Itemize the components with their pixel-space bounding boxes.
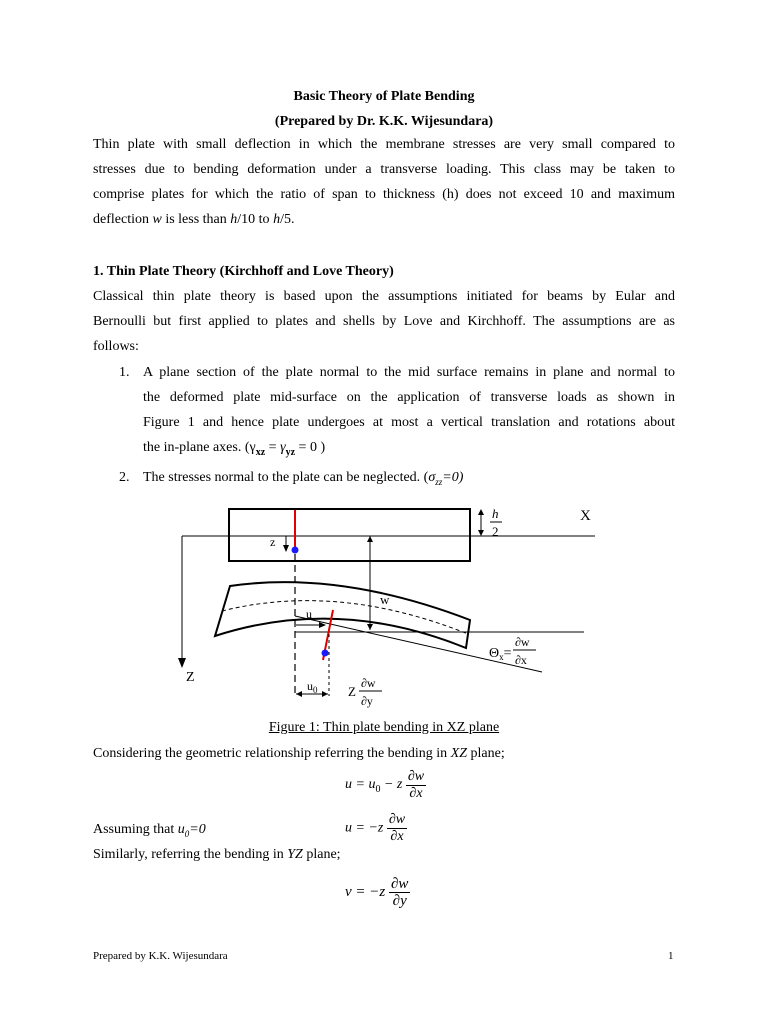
footer-author: Prepared by K.K. Wijesundara: [93, 950, 228, 962]
u-label: u: [306, 607, 312, 621]
z-axis-label: Z: [186, 670, 195, 685]
document-page: Basic Theory of Plate Bending (Prepared by Dr. K.K. Wijesundara) Thin plate with small deflection in which the membrane stresses are very small compared to stresses due to bending deformation under a transverse loading. This class may be taken to comprise plates for which the ratio of span to thickness (h) does not exceed 10 and maximum deflection w is less than h/10 to h/5. 1. Thin Plate Theory (Kirchhoff and Love Theory) Classical thin plate theory is based upon the assumptions initiated for beams by Eular and Bernoulli but first applied to plates and shells by Love and Kirchhoff. The assumptions are as follows: 1. A plane section of the plate normal to the mid surface remains in plane and normal to the deformed plate mid-surface on the application of transverse loads as shown in Figure 1 and hence plate undergoes at most a vertical translation and rotations about the in-plane axes. ($\gamma_{xz} = \gamma_{yz} = 0$ ) 2. The stresses normal to the plate can be neglected. $(\sigma_{zz}=0)$ X Z h 2 z w $\Theta_x=$ ∂w ∂x u $u_0$ Z ∂w ∂y Figure 1: Thin plate bending in XZ plane Considering the geometric relationship referring the bending in XZ plane; $u = u_0 - z$ $\frac{\partial w}{\partial x}$ Assuming that $u_0=0$ u = −z $\frac{\partial w}{\partial x}$ Similarly, referring the bending in YZ plane; v = −z $\frac{\partial w}{\partial y}$ Prepared by K.K. Wijesundara 1: [0, 0, 768, 1024]
z-axis-arrow-icon: [178, 658, 186, 668]
deformed-plate: [215, 582, 470, 648]
assumption-line: A plane section of the plate normal to the mid surface remains in plane and normal to: [143, 365, 675, 380]
theta-denominator: ∂x: [515, 653, 527, 667]
document-subtitle: (Prepared by Dr. K.K. Wijesundara): [274, 114, 494, 129]
h-arrow-down-icon: [478, 530, 484, 536]
z-local-label: z: [270, 535, 276, 549]
z-dwdy-numerator: ∂w: [361, 676, 376, 690]
h-denominator: 2: [492, 524, 499, 539]
section-line: Bernoulli but first applied to plates and shells by Love and Kirchhoff. The assumptions are as: [93, 314, 675, 329]
section-paragraph: [93, 284, 675, 359]
x-axis-label: X: [580, 508, 591, 524]
u0-arrow-left-icon: [296, 691, 302, 697]
section-line: follows:: [93, 339, 139, 354]
section-line: Classical thin plate theory is based upon the assumptions initiated for beams by Eular and: [93, 289, 675, 304]
similar-text: Similarly, referring the bending in YZ plane;: [93, 847, 341, 862]
document-title: Basic Theory of Plate Bending: [293, 89, 475, 104]
point-deformed: [322, 650, 329, 657]
list-number: 2.: [119, 470, 130, 485]
equation-u-simplified: u = −z $\frac{\partial w}{\partial x}$: [345, 812, 406, 844]
assumption-text: Assuming that $u_0=0$: [93, 822, 206, 839]
point-undeformed: [292, 547, 299, 554]
theta-numerator: ∂w: [515, 635, 530, 649]
figure-caption: Figure 1: Thin plate bending in XZ plane: [268, 720, 500, 735]
u0-label: $u_0$: [307, 679, 318, 695]
equation-u: $u = u_0 - z$ $\frac{\partial w}{\partial x}$: [345, 769, 425, 801]
z-dwdy-denominator: ∂y: [361, 694, 373, 708]
intro-line-last: deflection w is less than h/10 to h/5.: [93, 212, 295, 227]
z-dwdy-label: Z: [348, 684, 356, 699]
equation-v: v = −z $\frac{\partial w}{\partial y}$: [345, 876, 409, 909]
section-heading: 1. Thin Plate Theory (Kirchhoff and Love Theory): [93, 264, 394, 279]
assumption-line: the deformed plate mid-surface on the application of transverse loads as shown in: [143, 390, 675, 405]
h-arrow-up-icon: [478, 509, 484, 515]
assumption-line: Figure 1 and hence plate undergoes at most a vertical translation and rotations about: [143, 415, 675, 430]
w-arrow-up-icon: [367, 536, 373, 542]
slope-line: [295, 616, 542, 672]
intro-line: comprise plates for which the ratio of span to thickness (h) does not exceed 10 and maximum: [93, 187, 675, 202]
assumption-line-last: the in-plane axes. ($\gamma_{xz} = \gamma_{yz} = 0$ ): [143, 440, 326, 458]
theta-label: $\Theta_x=$: [489, 646, 512, 662]
w-arrow-down-icon: [367, 624, 373, 630]
page-number: 1: [668, 950, 674, 962]
plate-bending-figure: [170, 498, 600, 710]
intro-line: Thin plate with small deflection in which the membrane stresses are very small compared to: [93, 137, 675, 152]
list-number: 1.: [119, 365, 130, 380]
w-label: w: [380, 592, 390, 607]
geometric-relation-text: Considering the geometric relationship referring the bending in XZ plane;: [93, 746, 505, 761]
undeformed-plate: [229, 509, 470, 561]
intro-line: stresses due to bending deformation under a transverse loading. This class may be taken to: [93, 162, 675, 177]
u0-arrow-right-icon: [322, 691, 328, 697]
h-label: h: [492, 506, 499, 521]
intro-paragraph: [93, 132, 675, 232]
z-local-arrow-icon: [283, 545, 289, 552]
